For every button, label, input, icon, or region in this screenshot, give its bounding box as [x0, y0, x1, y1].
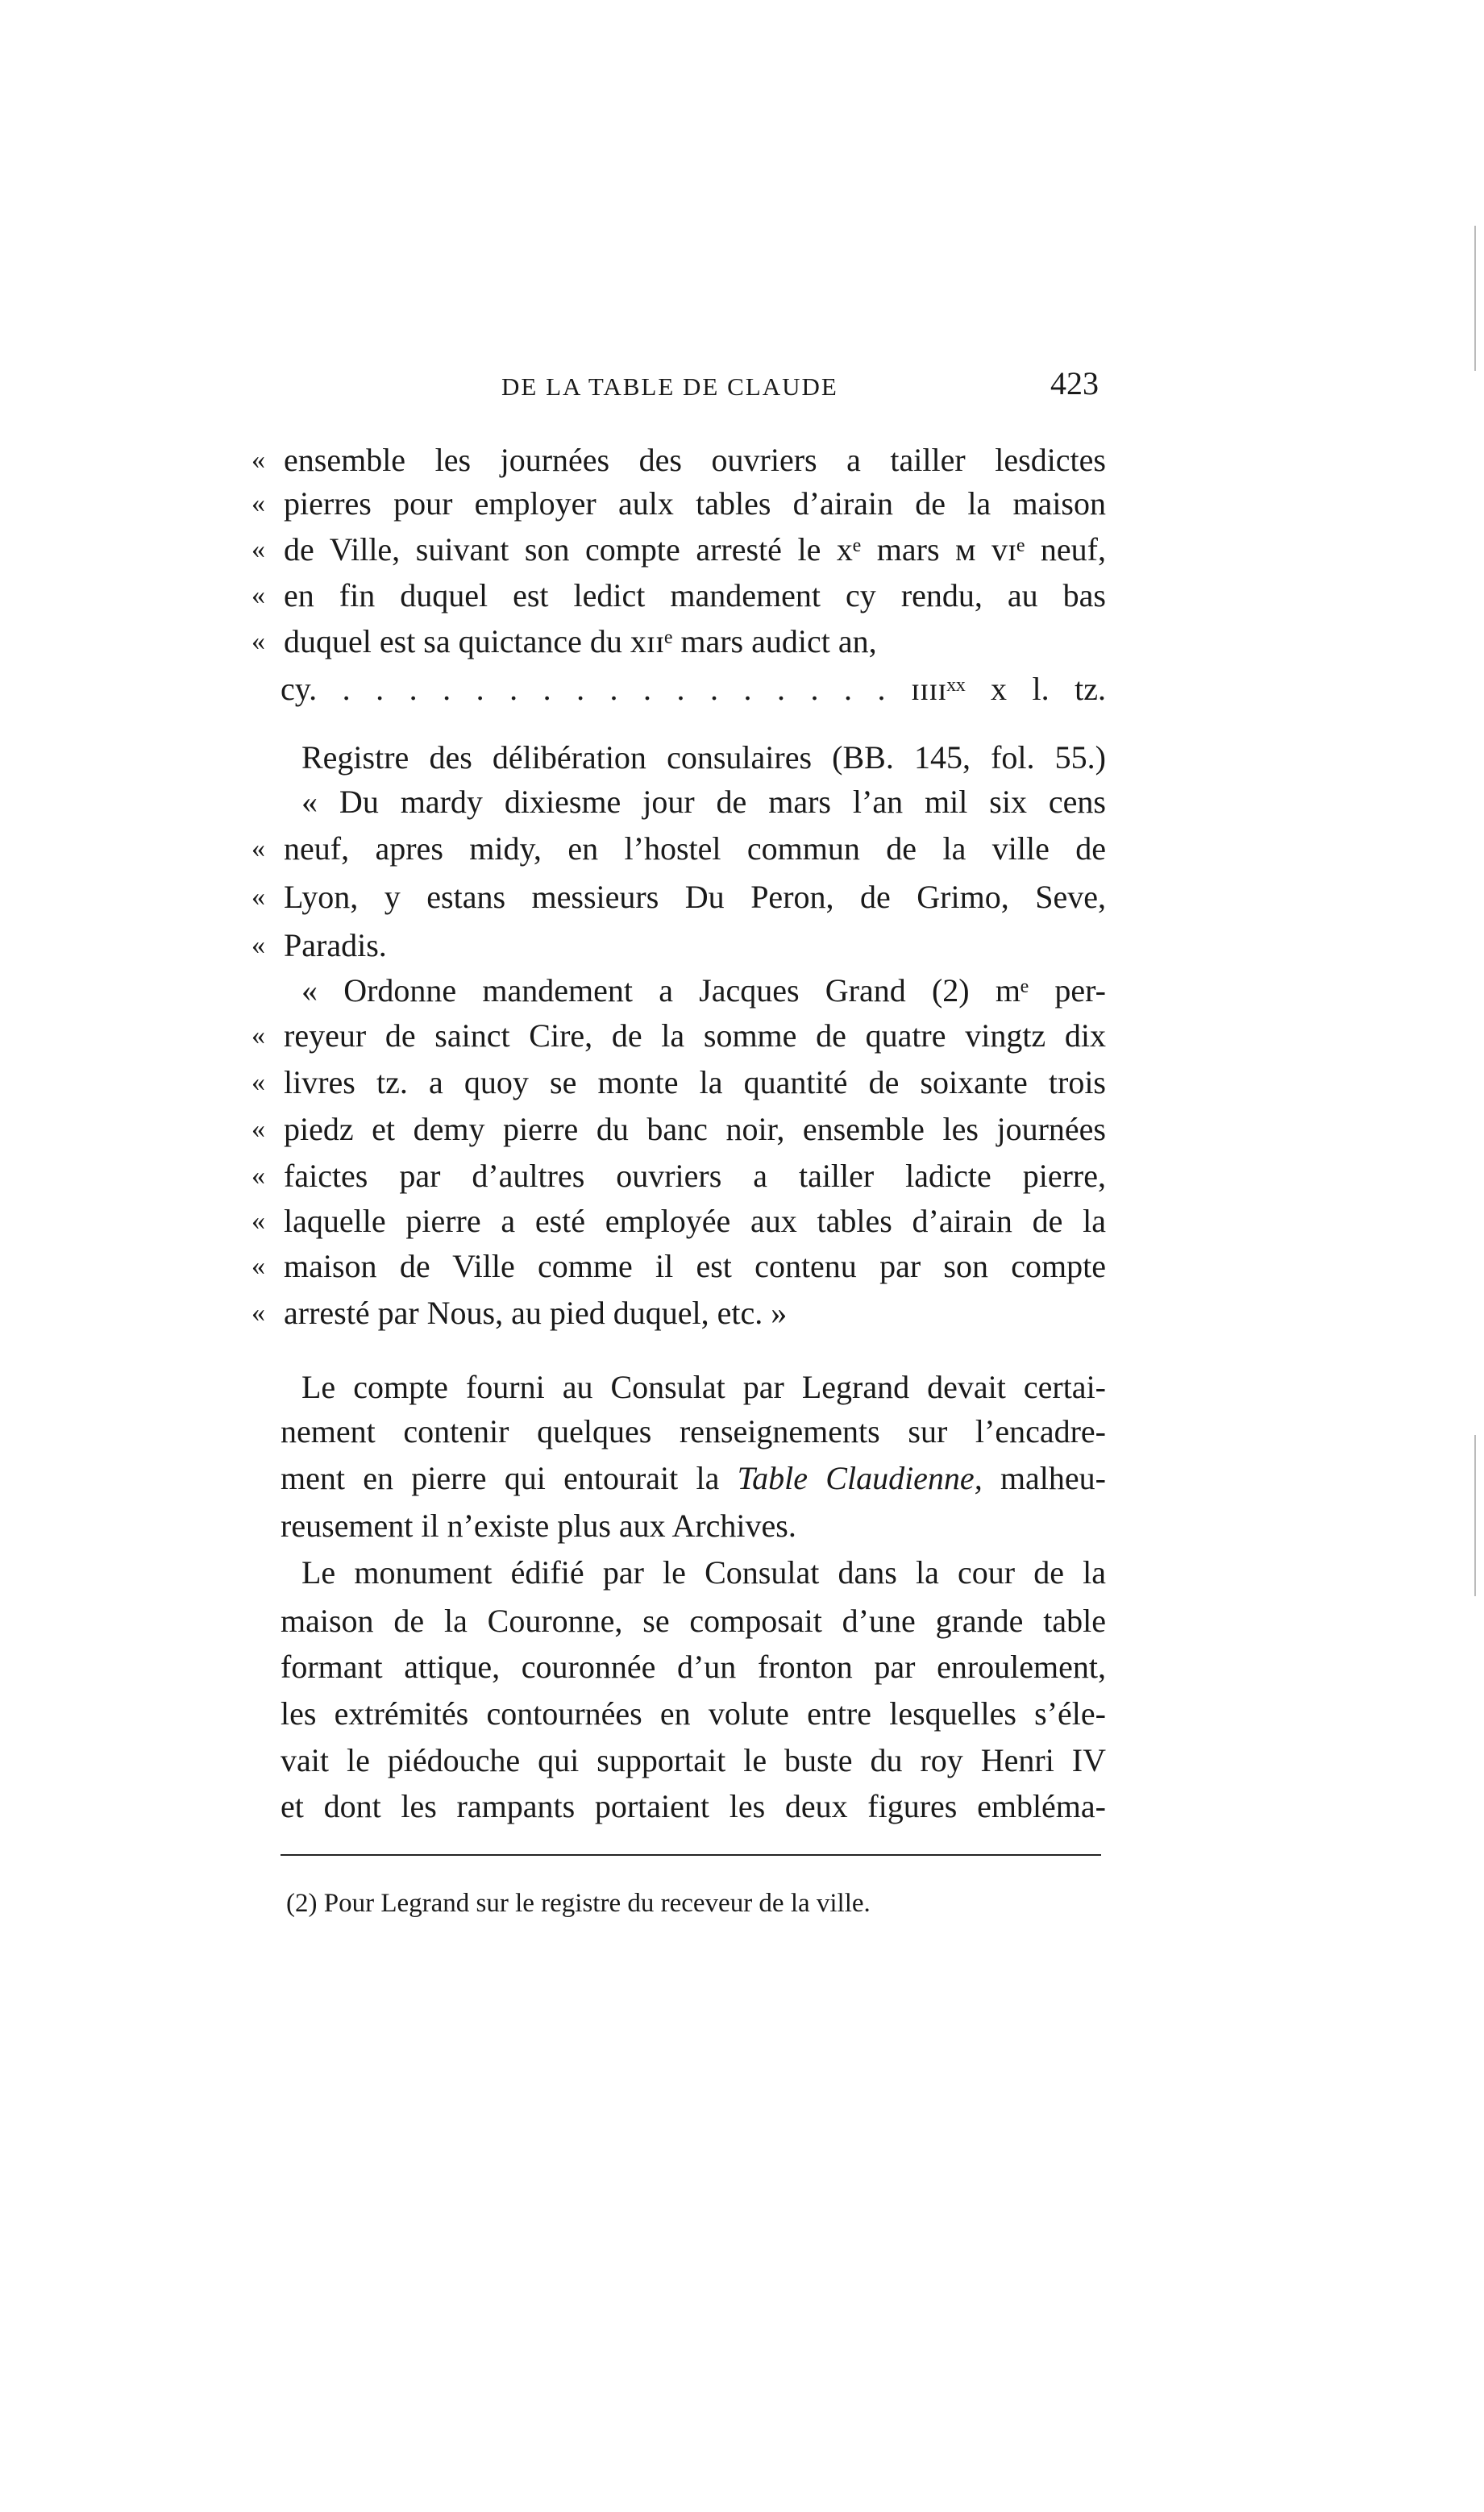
line-text [284, 1293, 1106, 1333]
text-line [251, 622, 1106, 662]
line-text [281, 1458, 1106, 1499]
text-line [251, 1201, 1106, 1241]
text-run: reyeur de sainct Cire, de la somme de quatre vingtz dix [284, 1017, 1106, 1054]
quote-mark: « [251, 534, 265, 564]
text-run: cy. . . . . . . . . . . . . . . . . . ɪɪɪɪˣˣ x l. tz. [281, 671, 1106, 707]
text-run: Le monument édifié par le Consulat dans la cour de la [301, 1554, 1106, 1591]
text-line [251, 1647, 1106, 1687]
quote-mark: « [251, 882, 265, 912]
text-line [251, 1156, 1106, 1196]
text-line [251, 1694, 1106, 1734]
quote-mark: « [251, 1067, 265, 1097]
line-text [284, 1063, 1106, 1103]
text-run: Registre des délibération consulaires (BB. 145, fol. 55.) [301, 739, 1106, 776]
running-head: DE LA TABLE DE CLAUDE [501, 372, 838, 401]
quote-mark: « [251, 1161, 265, 1191]
text-run: et dont les rampants portaient les deux figures embléma- [281, 1788, 1106, 1824]
text-run: piedz et demy pierre du banc noir, ensemble les journées [284, 1111, 1106, 1147]
text-line [251, 971, 1106, 1011]
text-run: arresté par Nous, au pied duquel, etc. » [284, 1295, 788, 1331]
text-run: formant attique, couronnée d’un fronton par enroulement, [281, 1649, 1106, 1685]
line-text [281, 1741, 1106, 1781]
line-text [284, 576, 1106, 616]
line-text [284, 1109, 1106, 1150]
text-line [251, 1293, 1106, 1333]
text-run: livres tz. a quoy se monte la quantité de soixante trois [284, 1064, 1106, 1100]
text-run: ensemble les journées des ouvriers a tailler lesdictes [284, 442, 1106, 478]
text-run: maison de la Couronne, se composait d’une grande table [281, 1603, 1106, 1639]
text-run: les extrémités contournées en volute entre lesquelles s’éle- [281, 1695, 1106, 1732]
line-text [281, 1506, 1106, 1546]
text-run: malheu- [982, 1460, 1106, 1496]
text-line [251, 530, 1106, 570]
footnote-rule [281, 1854, 1101, 1856]
line-text [284, 829, 1106, 869]
scan-edge-mark [1474, 1435, 1476, 1596]
text-line [251, 1786, 1106, 1827]
text-run: Paradis. [284, 927, 387, 963]
quote-mark: « [251, 626, 265, 656]
line-text [281, 1412, 1106, 1452]
text-run: duquel est sa quictance du xɪɪᵉ mars audict an, [284, 623, 877, 659]
line-text [284, 484, 1106, 524]
line-text [281, 669, 1106, 709]
text-line [251, 669, 1106, 709]
text-line [251, 440, 1106, 480]
text-run: ment en pierre qui entourait la [281, 1460, 738, 1496]
quote-mark: « [251, 489, 265, 518]
text-line [251, 738, 1106, 778]
text-line [251, 1553, 1106, 1593]
line-text [284, 440, 1106, 480]
text-run: Lyon, y estans messieurs Du Peron, de Grimo, Seve, [284, 879, 1106, 915]
line-text [301, 971, 1106, 1011]
scan-edge-mark [1474, 226, 1476, 371]
line-text [284, 1016, 1106, 1056]
text-line [251, 1246, 1106, 1287]
text-run: vait le piédouche qui supportait le buste du roy Henri IV [281, 1742, 1106, 1778]
text-line [251, 1016, 1106, 1056]
text-line [251, 1063, 1106, 1103]
line-text [284, 530, 1106, 570]
quote-mark: « [251, 580, 265, 610]
text-run: Le compte fourni au Consulat par Legrand devait certai- [301, 1369, 1106, 1405]
line-text [301, 738, 1106, 778]
line-text [284, 622, 1106, 662]
text-run: neuf, apres midy, en l’hostel commun de la ville de [284, 830, 1106, 867]
footnote: (2) Pour Legrand sur le registre du receveur de la ville. [286, 1889, 871, 1918]
line-text [284, 1201, 1106, 1241]
text-line [251, 576, 1106, 616]
line-text [284, 1156, 1106, 1196]
line-text [281, 1601, 1106, 1641]
quote-mark: « [251, 1298, 265, 1328]
line-text [281, 1647, 1106, 1687]
text-line [251, 829, 1106, 869]
line-text [281, 1786, 1106, 1827]
line-text [301, 1553, 1106, 1593]
line-text [284, 877, 1106, 917]
quote-mark: « [251, 1021, 265, 1050]
text-line [251, 925, 1106, 966]
text-run: maison de Ville comme il est contenu par son compte [284, 1248, 1106, 1284]
text-run: « Du mardy dixiesme jour de mars l’an mil six cens [301, 784, 1106, 820]
text-line [251, 1367, 1106, 1408]
text-run: de Ville, suivant son compte arresté le xᵉ mars ᴍ ᴠɪᵉ neuf, [284, 531, 1106, 568]
quote-mark: « [251, 1251, 265, 1281]
line-text [284, 1246, 1106, 1287]
line-text [281, 1694, 1106, 1734]
line-text [301, 782, 1106, 822]
text-run: laquelle pierre a esté employée aux tables d’airain de la [284, 1203, 1106, 1239]
quote-mark: « [251, 445, 265, 475]
text-run: pierres pour employer aulx tables d’airain de la maison [284, 485, 1106, 522]
text-run: « Ordonne mandement a Jacques Grand (2) mᵉ per- [301, 972, 1106, 1009]
page-number: 423 [1050, 365, 1099, 401]
text-line [251, 1109, 1106, 1150]
line-text [284, 925, 1106, 966]
text-run: reusement il n’existe plus aux Archives. [281, 1508, 796, 1544]
quote-mark: « [251, 1206, 265, 1236]
text-run: en fin duquel est ledict mandement cy rendu, au bas [284, 577, 1106, 613]
text-line [251, 484, 1106, 524]
text-run: nement contenir quelques renseignements sur l’encadre- [281, 1413, 1106, 1449]
text-line [251, 1741, 1106, 1781]
text-line [251, 1506, 1106, 1546]
quote-mark: « [251, 834, 265, 863]
text-line [251, 1458, 1106, 1499]
text-line [251, 1412, 1106, 1452]
text-line [251, 877, 1106, 917]
quote-mark: « [251, 1114, 265, 1144]
quote-mark: « [251, 930, 265, 960]
text-run: faictes par d’aultres ouvriers a tailler ladicte pierre, [284, 1158, 1106, 1194]
text-line [251, 1601, 1106, 1641]
text-line [251, 782, 1106, 822]
line-text [301, 1367, 1106, 1408]
italic-title: Table Claudienne, [737, 1460, 983, 1496]
